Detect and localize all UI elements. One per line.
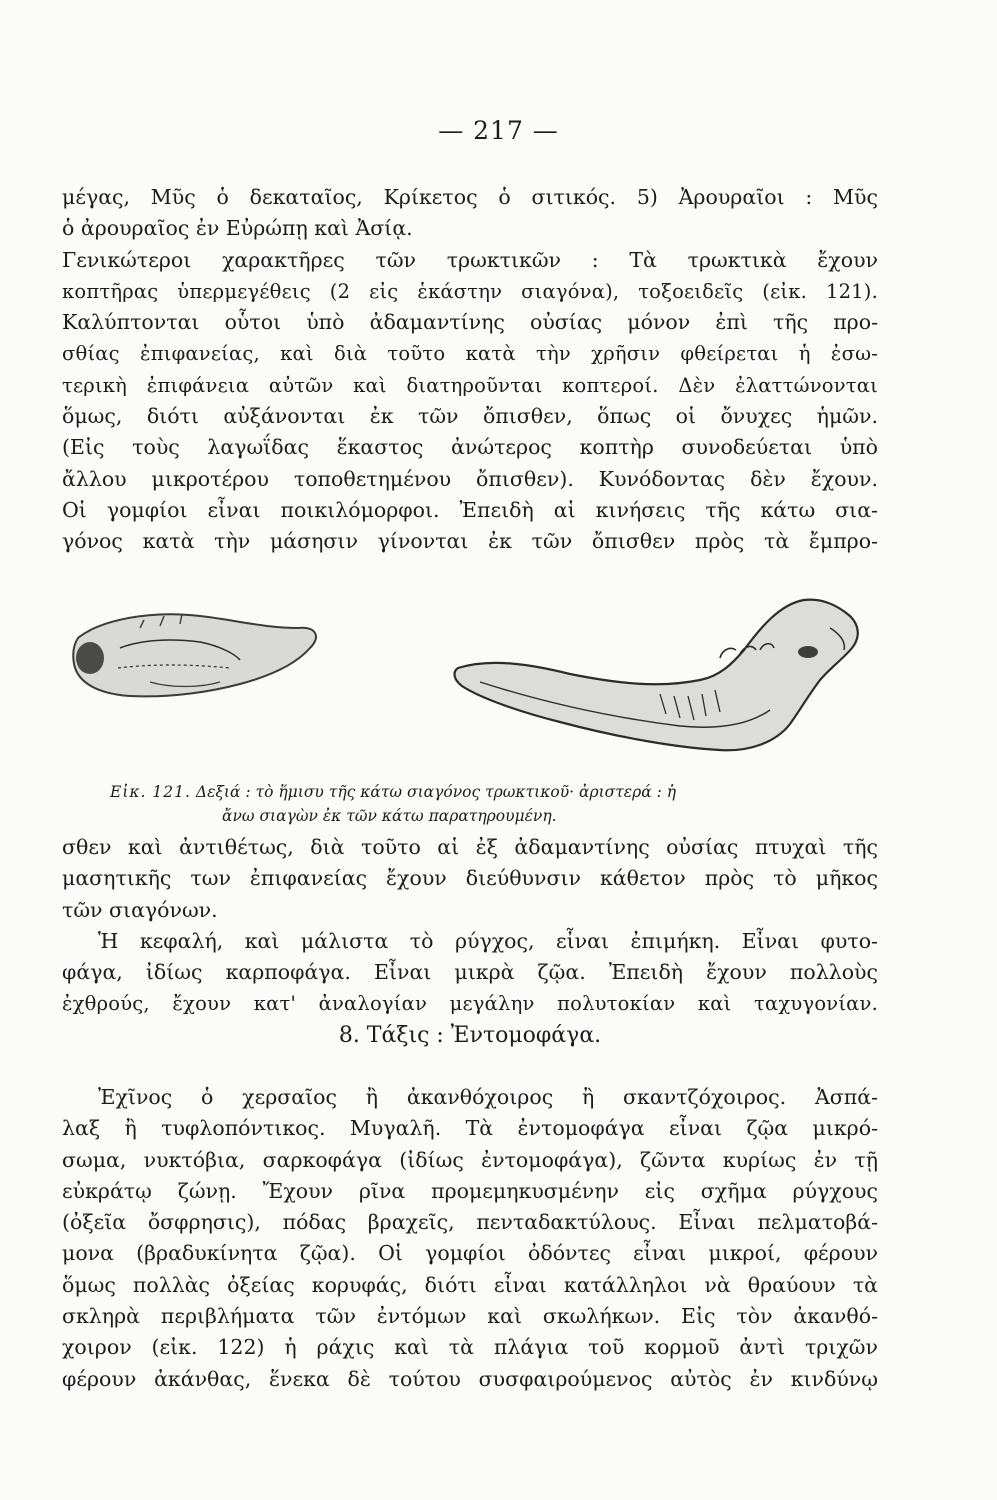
caption-row: [110, 780, 890, 804]
caption-line-1: Δεξιά : τὸ ἥμισυ τῆς κάτω σιαγόνος τρωκτικοῦ· ἀριστερά : ἡ: [195, 783, 677, 801]
top-text-block: [62, 182, 878, 558]
text-line: κοπτῆρας ὑπερμεγέθεις (2 εἰς ἑκάστην σιαγόνα), τοξοειδεῖς (εἰκ. 121).: [62, 279, 878, 303]
text-line: λαξ ἢ τυφλοπόντικος. Μυγαλῆ. Τὰ ἐντομοφάγα εἶναι ζῷα μικρό-: [62, 1116, 878, 1141]
rodent-jaw-figure: [60, 598, 880, 773]
text-line: Ἡ κεφαλή, καὶ μάλιστα τὸ ρύγχος, εἶναι ἐπιμήκη. Εἶναι φυτο-: [98, 928, 878, 953]
text-line: τῶν σιαγόνων.: [62, 897, 218, 922]
section-heading: 8. Τάξις : Ἐντομοφάγα.: [338, 1022, 602, 1048]
bottom-text-block: [62, 1082, 878, 1395]
text-line: (Εἰς τοὺς λαγωΐδας ἕκαστος ἀνώτερος κοπτὴρ συνοδεύεται ὑπὸ: [62, 435, 878, 460]
text-line: ὅμως πολλὰς ὀξείας κορυφάς, διότι εἶναι κατάλληλοι νὰ θραύουν τὰ: [62, 1272, 878, 1297]
text-line: γόνος κατὰ τὴν μάσησιν γίνονται ἐκ τῶν ὄπισθεν πρὸς τὰ ἔμπρο-: [62, 529, 878, 554]
upper-jaw-illustration: [73, 614, 316, 696]
text-line: ὅμως, διότι αὐξάνονται ἐκ τῶν ὄπισθεν, ὅπως οἱ ὄνυχες ἡμῶν.: [62, 404, 878, 429]
text-line: ὁ ἀρουραῖος ἐν Εὐρώπῃ καὶ Ἀσίᾳ.: [62, 216, 413, 241]
text-line: σκληρὰ περιβλήματα τῶν ἐντόμων καὶ σκωλήκων. Εἰς τὸν ἀκανθό-: [62, 1304, 878, 1329]
text-line: σθεν καὶ ἀντιθέτως, διὰ τοῦτο αἱ ἐξ ἀδαμαντίνης οὐσίας πτυχαὶ τῆς: [62, 835, 878, 859]
text-line: Γενικώτεροι χαρακτῆρες τῶν τρωκτικῶν : Τὰ τρωκτικὰ ἔχουν: [62, 247, 878, 272]
text-line: ἄλλου μικροτέρου τοποθετημένου ὄπισθεν). Κυνόδοντας δὲν ἔχουν.: [62, 466, 878, 491]
text-line: μονα (βραδυκίνητα ζῷα). Οἱ γομφίοι ὀδόντες εἶναι μικροί, φέρουν: [62, 1241, 878, 1266]
text-line: φέρουν ἀκάνθας, ἕνεκα δὲ τούτου συσφαιρούμενος αὐτὸς ἐν κινδύνῳ: [62, 1366, 878, 1391]
text-line: Οἱ γομφίοι εἶναι ποικιλόμορφοι. Ἐπειδὴ αἱ κινήσεις τῆς κάτω σια-: [62, 497, 878, 522]
figure-caption: [110, 780, 890, 828]
text-line: ἐχθρούς, ἔχουν κατ' ἀναλογίαν μεγάλην πολυτοκίαν καὶ ταχυγονίαν.: [62, 992, 878, 1016]
text-line: (ὀξεῖα ὄσφρησις), πόδας βραχεῖς, πενταδακτύλους. Εἶναι πελματοβά-: [62, 1210, 878, 1235]
text-line: Ἐχῖνος ὁ χερσαῖος ἢ ἀκανθόχοιρος ἢ σκαντζόχοιρος. Ἀσπά-: [98, 1085, 878, 1109]
text-line: Καλύπτονται οὗτοι ὑπὸ ἀδαμαντίνης οὐσίας μόνον ἐπὶ τῆς προ-: [62, 310, 878, 335]
text-line: μέγας, Μῦς ὁ δεκαταῖος, Κρίκετος ὁ σιτικός. 5) Ἀρουραῖοι : Μῦς: [62, 185, 878, 209]
text-line: σθίας ἐπιφανείας, καὶ διὰ τοῦτο κατὰ τὴν χρῆσιν φθείρεται ἡ ἐσω-: [62, 342, 878, 366]
lower-jaw-illustration: [455, 600, 858, 751]
text-line: εὐκράτῳ ζώνῃ. Ἔχουν ρῖνα προμεμηκυσμένην εἰς σχῆμα ρύγχους: [62, 1178, 878, 1203]
page-number: — 217 —: [438, 116, 559, 145]
caption-label: Εἰκ. 121.: [110, 783, 191, 801]
middle-text-block: [62, 832, 878, 1051]
caption-line-2: ἄνω σιαγὼν ἐκ τῶν κάτω παρατηρουμένη.: [222, 807, 557, 825]
text-line: σωμα, νυκτόβια, σαρκοφάγα (ἰδίως ἐντομοφάγα), ζῶντα κυρίως ἐν τῇ: [62, 1147, 878, 1172]
text-line: χοιρον (εἰκ. 122) ἡ ράχις καὶ τὰ πλάγια τοῦ κορμοῦ ἀντὶ τριχῶν: [62, 1335, 878, 1360]
text-line: μασητικῆς των ἐπιφανείας ἔχουν διεύθυνσιν κάθετον πρὸς τὸ μῆκος: [62, 866, 878, 891]
text-line: φάγα, ἰδίως καρποφάγα. Εἶναι μικρὰ ζῷα. Ἐπειδὴ ἔχουν πολλοὺς: [62, 960, 878, 985]
text-line: τερικὴ ἐπιφάνεια αὐτῶν καὶ διατηροῦνται κοπτεροί. Δὲν ἐλαττώνονται: [62, 373, 878, 397]
